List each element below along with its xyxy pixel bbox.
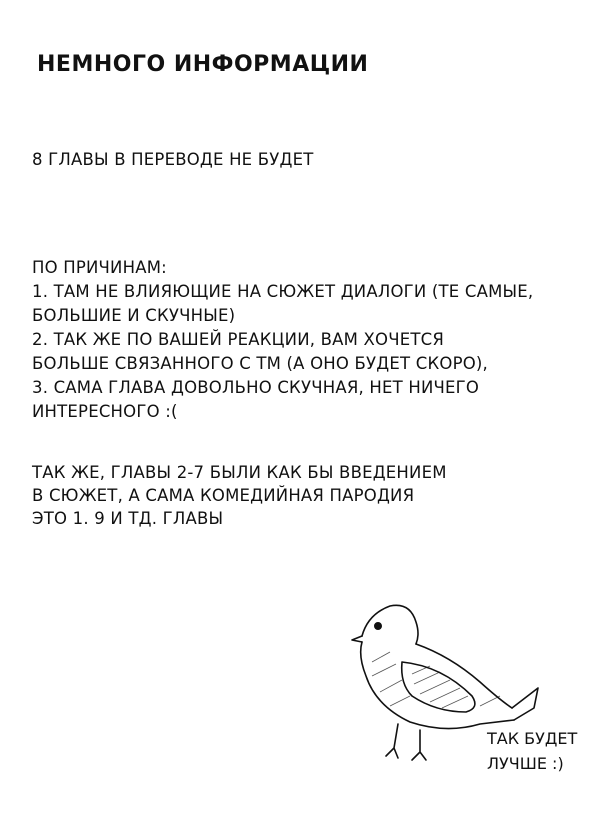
notice-text: 8 ГЛАВЫ В ПЕРЕВОДЕ НЕ БУДЕТ xyxy=(32,150,314,169)
extra-line: ТАК ЖЕ, ГЛАВЫ 2-7 БЫЛИ КАК БЫ ВВЕДЕНИЕМ xyxy=(32,463,447,482)
page-title: НЕМНОГО ИНФОРМАЦИИ xyxy=(37,52,369,77)
extra-line: ЭТО 1. 9 И ТД. ГЛАВЫ xyxy=(32,509,224,528)
bird-caption xyxy=(487,726,577,776)
extra-block xyxy=(32,461,447,530)
reasons-line: 3. САМА ГЛАВА ДОВОЛЬНО СКУЧНАЯ, НЕТ НИЧЕГО xyxy=(32,378,480,397)
reasons-line: ПО ПРИЧИНАМ: xyxy=(32,258,167,277)
extra-line: В СЮЖЕТ, А САМА КОМЕДИЙНАЯ ПАРОДИЯ xyxy=(32,486,415,505)
reasons-line: БОЛЬШИЕ И СКУЧНЫЕ) xyxy=(32,306,236,325)
reasons-line: ИНТЕРЕСНОГО :( xyxy=(32,402,178,421)
caption-line: ТАК БУДЕТ xyxy=(487,729,578,748)
reasons-line: БОЛЬШЕ СВЯЗАННОГО С ТМ (А ОНО БУДЕТ СКОРО), xyxy=(32,354,488,373)
reasons-block xyxy=(32,256,533,424)
caption-line: ЛУЧШЕ :) xyxy=(487,754,564,773)
reasons-line: 2. ТАК ЖЕ ПО ВАШЕЙ РЕАКЦИИ, ВАМ ХОЧЕТСЯ xyxy=(32,330,445,349)
reasons-line: 1. ТАМ НЕ ВЛИЯЮЩИЕ НА СЮЖЕТ ДИАЛОГИ (ТЕ САМЫЕ, xyxy=(32,282,534,301)
